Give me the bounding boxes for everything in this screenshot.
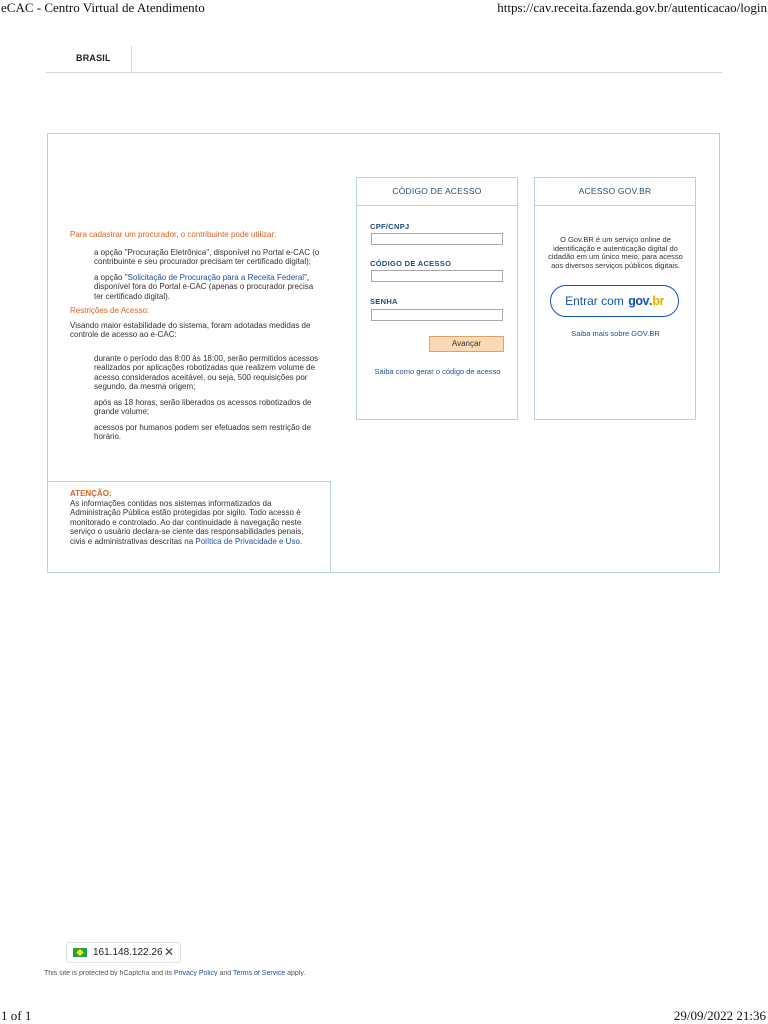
brasil-link[interactable]: BRASIL bbox=[76, 53, 111, 63]
captcha-and: and bbox=[219, 970, 232, 976]
close-icon[interactable]: ✕ bbox=[164, 945, 175, 959]
senha-label: SENHA bbox=[370, 297, 398, 306]
attention-text bbox=[70, 499, 308, 547]
attention-box bbox=[48, 481, 331, 573]
cpf-input[interactable] bbox=[371, 233, 503, 245]
print-header-url: https://cav.receita.fazenda.gov.br/autenticacao/login bbox=[497, 0, 767, 15]
attention-end: . bbox=[299, 536, 303, 546]
codigo-input[interactable] bbox=[371, 270, 503, 282]
restriction-item: acessos por humanos podem ser efetuados sem restrição de horário. bbox=[94, 422, 312, 441]
solicitacao-procuracao-link[interactable]: Solicitação de Procuração para a Receita Federal bbox=[127, 272, 305, 282]
govbr-header: ACESSO GOV.BR bbox=[535, 178, 695, 206]
brazil-flag-icon bbox=[73, 948, 87, 957]
attention-body: As informações contidas nos sistemas informatizados da Administração Pública estão protegidas por sigilo. Todo acesso é monitorado e controlado. Ao dar continuidade à navegação neste serviço o usuário declara-se ciente das responsabilidades penais, civis e administrativas descritas na bbox=[70, 498, 304, 546]
avancar-button[interactable]: Avançar bbox=[429, 336, 504, 352]
restriction-item: durante o período das 8:00 às 18:00, serão permitidos acessos realizados por aplicações robotizadas que realizem volume de acesso considerados aceitável, ou seja, 500 requisições por segundo, da mesma origem; bbox=[94, 353, 319, 391]
restrictions-title: Restrições de Acesso: bbox=[70, 306, 150, 315]
govbr-logo bbox=[628, 292, 664, 309]
attention-title: ATENÇÃO: bbox=[70, 489, 112, 498]
entrar-com-label: Entrar com bbox=[565, 294, 624, 308]
option-suffix: ", disponível fora do Portal e-CAC (apenas o procurador precisa ter certificado digital). bbox=[94, 272, 314, 301]
captcha-terms-link[interactable]: Terms of Service bbox=[233, 970, 286, 976]
ip-badge bbox=[66, 942, 181, 963]
codigo-label: CÓDIGO DE ACESSO bbox=[370, 259, 452, 268]
print-header-title: eCAC - Centro Virtual de Atendimento bbox=[1, 0, 205, 15]
option-procuracao-eletronica: a opção "Procuração Eletrônica", disponível no Portal e-CAC (o contribuinte e seu procurador precisam ter certificado digital); bbox=[94, 247, 320, 266]
option-prefix: a opção " bbox=[94, 272, 128, 282]
print-datetime: 29/09/2022 21:36 bbox=[673, 1008, 766, 1023]
govbr-panel bbox=[534, 177, 696, 420]
procurador-intro: Para cadastrar um procurador, o contribuinte pode utilizar: bbox=[70, 230, 277, 239]
gov-bar bbox=[46, 46, 722, 73]
captcha-text: This site is protected by hCaptcha and its bbox=[44, 970, 173, 976]
ip-address: 161.148.122.26 bbox=[93, 947, 163, 958]
privacy-policy-link[interactable]: Política de Privacidade e Uso bbox=[195, 536, 300, 546]
option-solicitacao-procuracao bbox=[94, 273, 322, 302]
cpf-label: CPF/CNPJ bbox=[370, 222, 410, 231]
restrictions-intro: Visando maior estabilidade do sistema, foram adotadas medidas de controle de acesso ao e-CAC: bbox=[70, 320, 311, 339]
govbr-logo-gov: gov bbox=[628, 294, 649, 308]
codigo-acesso-header: CÓDIGO DE ACESSO bbox=[357, 178, 517, 206]
senha-input[interactable] bbox=[371, 309, 503, 321]
print-page-number: 1 of 1 bbox=[1, 1008, 32, 1023]
gov-bar-divider bbox=[131, 46, 132, 72]
captcha-notice bbox=[44, 970, 305, 976]
restriction-item: após as 18 horas, serão liberados os acessos robotizados de grande volume; bbox=[94, 397, 312, 416]
gerar-codigo-link[interactable]: Saiba como gerar o código de acesso bbox=[374, 367, 501, 376]
info-column bbox=[70, 230, 322, 442]
codigo-acesso-panel bbox=[356, 177, 518, 420]
govbr-description: O Gov.BR é um serviço online de identificação e autenticação digital do cidadão em um único meio, para acesso aos diversos serviços públicos digitais. bbox=[548, 235, 683, 270]
entrar-govbr-button[interactable] bbox=[550, 285, 679, 317]
captcha-privacy-link[interactable]: Privacy Policy bbox=[173, 970, 218, 976]
saiba-mais-govbr-link[interactable]: Saiba mais sobre GOV.BR bbox=[571, 329, 660, 338]
login-container bbox=[47, 133, 720, 573]
captcha-apply: apply. bbox=[287, 970, 306, 976]
govbr-logo-br: br bbox=[652, 294, 664, 308]
govbr-logo-dot: . bbox=[648, 294, 653, 308]
